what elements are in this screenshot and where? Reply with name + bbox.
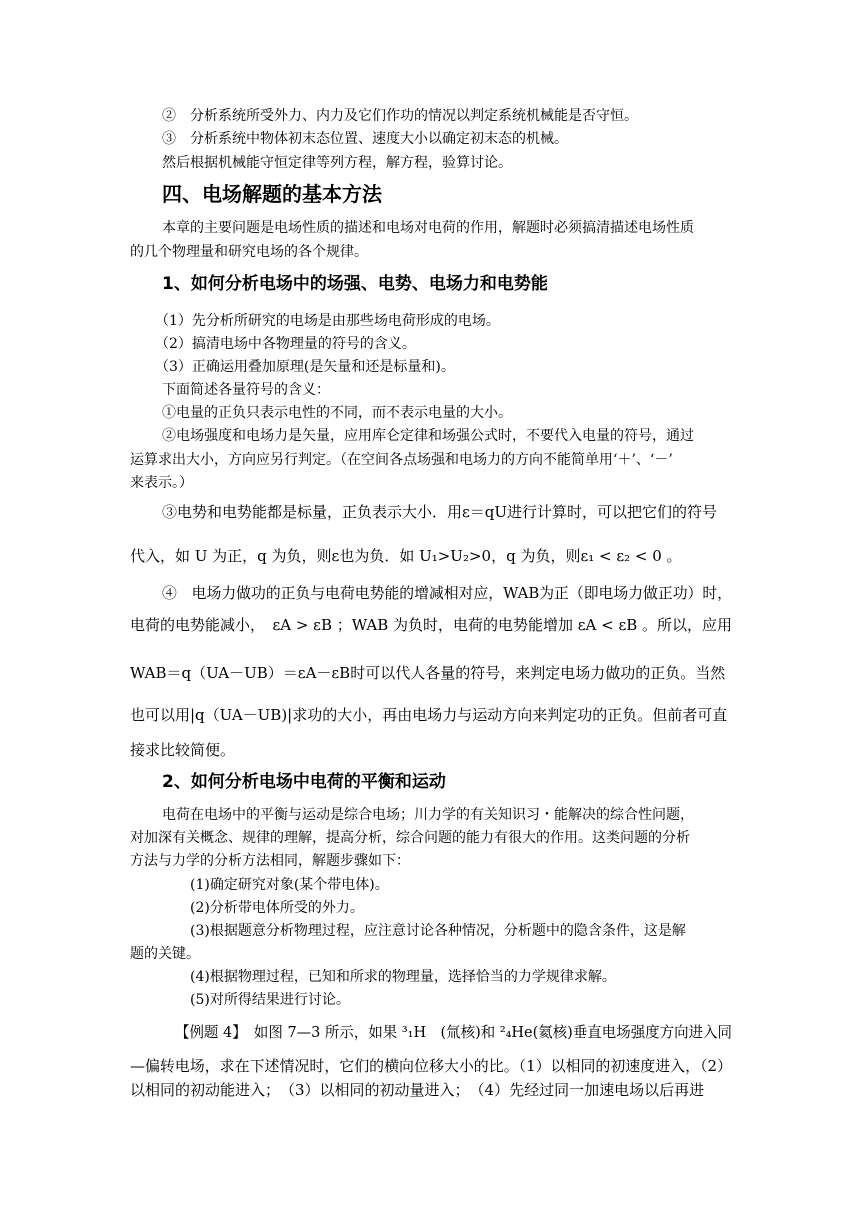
text-line: ④ 电场力做功的正负与电荷电势能的增减相对应，WAB为正（即电场力做正功）时， — [162, 584, 733, 602]
text-line: （2）搞清电场中各物理量的符号的含义。 — [155, 336, 416, 352]
text-line: 的几个物理量和研究电场的各个规律。 — [130, 244, 368, 260]
text-line: 本章的主要问题是电场性质的描述和电场对电荷的作用，解题时必须搞清描述电场性质 — [162, 220, 694, 236]
text-line: —偏转电场，求在下述情况时，它们的横向位移大小的比。（1）以相同的初速度进入，（2） — [130, 1057, 732, 1075]
text-line: (5)对所得结果进行讨论。 — [190, 992, 350, 1008]
text-line: ①电量的正负只表示电性的不同，而不表示电量的大小。 — [162, 405, 512, 421]
text-line: 电荷在电场中的平衡与运动是综合电场；川力学的有关知识习・能解决的综合性问题， — [162, 807, 694, 823]
text-line: 接求比较简便。 — [130, 741, 236, 759]
subsection-heading: 2、如何分析电场中电荷的平衡和运动 — [162, 772, 446, 792]
section-heading: 四、电场解题的基本方法 — [162, 182, 382, 206]
example-line: 【例题 4】 如图 7—3 所示，如果 ³₁H (氚核)和 ²₄He(氦核)垂直电场强度方向进入同 — [175, 1023, 732, 1041]
text-line: WAB＝q（UA－UB）＝εA－εB时可以代人各量的符号，来判定电场力做功的正负。当然 — [130, 664, 726, 682]
text-line: 对加深有关概念、规律的理解，提高分析，综合问题的能力有很大的作用。这类问题的分析 — [130, 830, 690, 846]
text-line: 来表示。） — [130, 475, 193, 491]
text-line: ② 分析系统所受外力、内力及它们作功的情况以判定系统机械能是否守恒。 — [162, 108, 638, 124]
text-line: 方法与力学的分析方法相同，解题步骤如下： — [130, 853, 410, 869]
text-line: （1）先分析所研究的电场是由那些场电荷形成的电场。 — [155, 313, 500, 329]
text-line: 然后根据机械能守恒定律等列方程，解方程，验算讨论。 — [162, 155, 512, 171]
text-line: 运算求出大小，方向应另行判定。（在空间各点场强和电场力的方向不能简单用‘＋’、‘－’ — [130, 452, 673, 468]
text-line: 下面简述各量符号的含义： — [162, 382, 330, 398]
text-line: 电荷的电势能减小， εA > εB ；WAB 为负时，电荷的电势能增加 εA < εB 。所以，应用 — [130, 616, 732, 634]
text-line: （3）正确运用叠加原理(是矢量和还是标量和)。 — [155, 359, 455, 375]
text-line: (3)根据题意分析物理过程，应注意讨论各种情况，分析题中的隐含条件，这是解 — [190, 923, 686, 939]
text-line: 题的关键。 — [130, 946, 200, 962]
text-line: (2)分析带电体所受的外力。 — [190, 900, 364, 916]
text-line: 以相同的初动能进入； （3）以相同的初动量进入； （4）先经过同一加速电场以后再进 — [130, 1081, 705, 1099]
text-line: ②电场强度和电场力是矢量，应用库仑定律和场强公式时，不要代入电量的符号，通过 — [162, 428, 694, 444]
subsection-heading: 1、如何分析电场中的场强、电势、电场力和电势能 — [162, 274, 548, 294]
text-line: ③电势和电势能都是标量，正负表示大小．用ε＝qU进行计算时，可以把它们的符号 — [162, 503, 718, 521]
text-line: (1)确定研究对象(某个带电体)。 — [190, 877, 389, 893]
text-line: 代入，如 U 为正，q 为负，则ε也为负．如 U₁>U₂>0，q 为负，则ε₁ < ε₂ < 0 。 — [130, 547, 682, 565]
text-line: (4)根据物理过程，已知和所求的物理量，选择恰当的力学规律求解。 — [190, 969, 616, 985]
text-line: 也可以用|q（UA－UB)|求功的大小，再由电场力与运动方向来判定功的正负。但前者可直 — [130, 706, 728, 724]
text-line: ③ 分析系统中物体初末态位置、速度大小以确定初末态的机械。 — [162, 131, 568, 147]
